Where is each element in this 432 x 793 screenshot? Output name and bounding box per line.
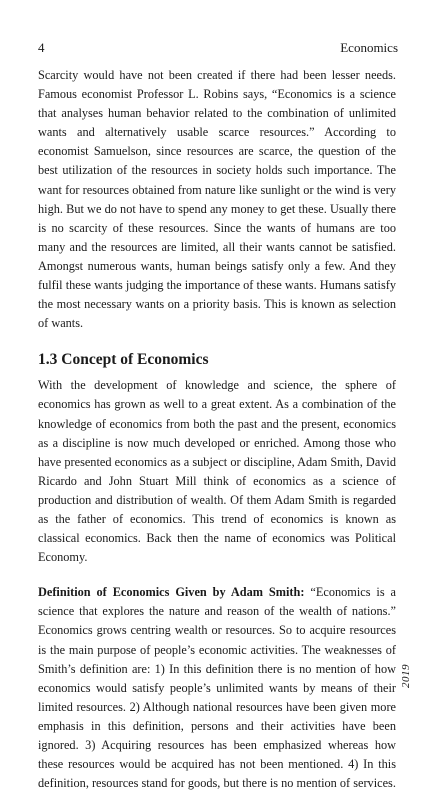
- body-paragraph: With the development of knowledge and science, the sphere of economics has grown as well to a great extent. As a combination of the knowledge of economics from both the past and the present, economics as a discipline is now much developed or enriched. Among those who have presented economics as a subject or discipline, Adam Smith, David Ricardo and John Stuart Mill think of economics as a science of production and distribution of wealth. Of them Adam Smith is regarded as the father of economics. This trend of economics is known as classical economics. Back then the name of economics was Political Economy.: [38, 378, 396, 565]
- body-paragraph: Scarcity would have not been created if there had been lesser needs. Famous economist Professor L. Robins says, “Economics is a science that analyses human behavior related to the combination of unlimited wants and alternatively usable scarce resources.” According to economist Samuelson, since resources are scarce, the question of the best utilization of the resources in society holds such importance. The want for resources obtained from nature like sunlight or the wind is very high. But we do not have to spend any money to get these. Usually there is no scarcity of these resources. Since the wants of humans are too many and the resources are limited, all their wants cannot be satisfied. Amongst numerous wants, human beings satisfy only a few. And they fulfil these wants judging the importance of these wants. Humans satisfy the most necessary wants on a priority basis. This is known as selection of wants.: [38, 68, 396, 331]
- page-number: 4: [38, 40, 45, 55]
- page-header: [38, 40, 398, 56]
- definition-paragraph: [38, 583, 396, 793]
- page-body: [38, 66, 396, 793]
- side-year-mark: 2019: [400, 664, 412, 688]
- definition-heading: Definition of Economics Given by Adam Smith:: [38, 585, 305, 600]
- running-title: Economics: [340, 40, 398, 55]
- definition-text: “Economics is a science that explores the nature and reason of the wealth of nations.” Economics grows centring wealth or resources. So to acquire resources is the main purpose of people’s economic activities. The weaknesses of Smith’s definition are: 1) In this definition there is no mention of how economics would satisfy people’s unlimited wants by means of their limited resources. 2) Although national resources have been given more emphasis in this definition, persons and their activities have been ignored. 3) Acquiring resources has been emphasized whereas how these resources would be acquired has not been mentioned. 4) In this definition, resources stand for goods, but there is no mention of services.: [38, 585, 396, 791]
- section-heading: 1.3 Concept of Economics: [38, 351, 209, 369]
